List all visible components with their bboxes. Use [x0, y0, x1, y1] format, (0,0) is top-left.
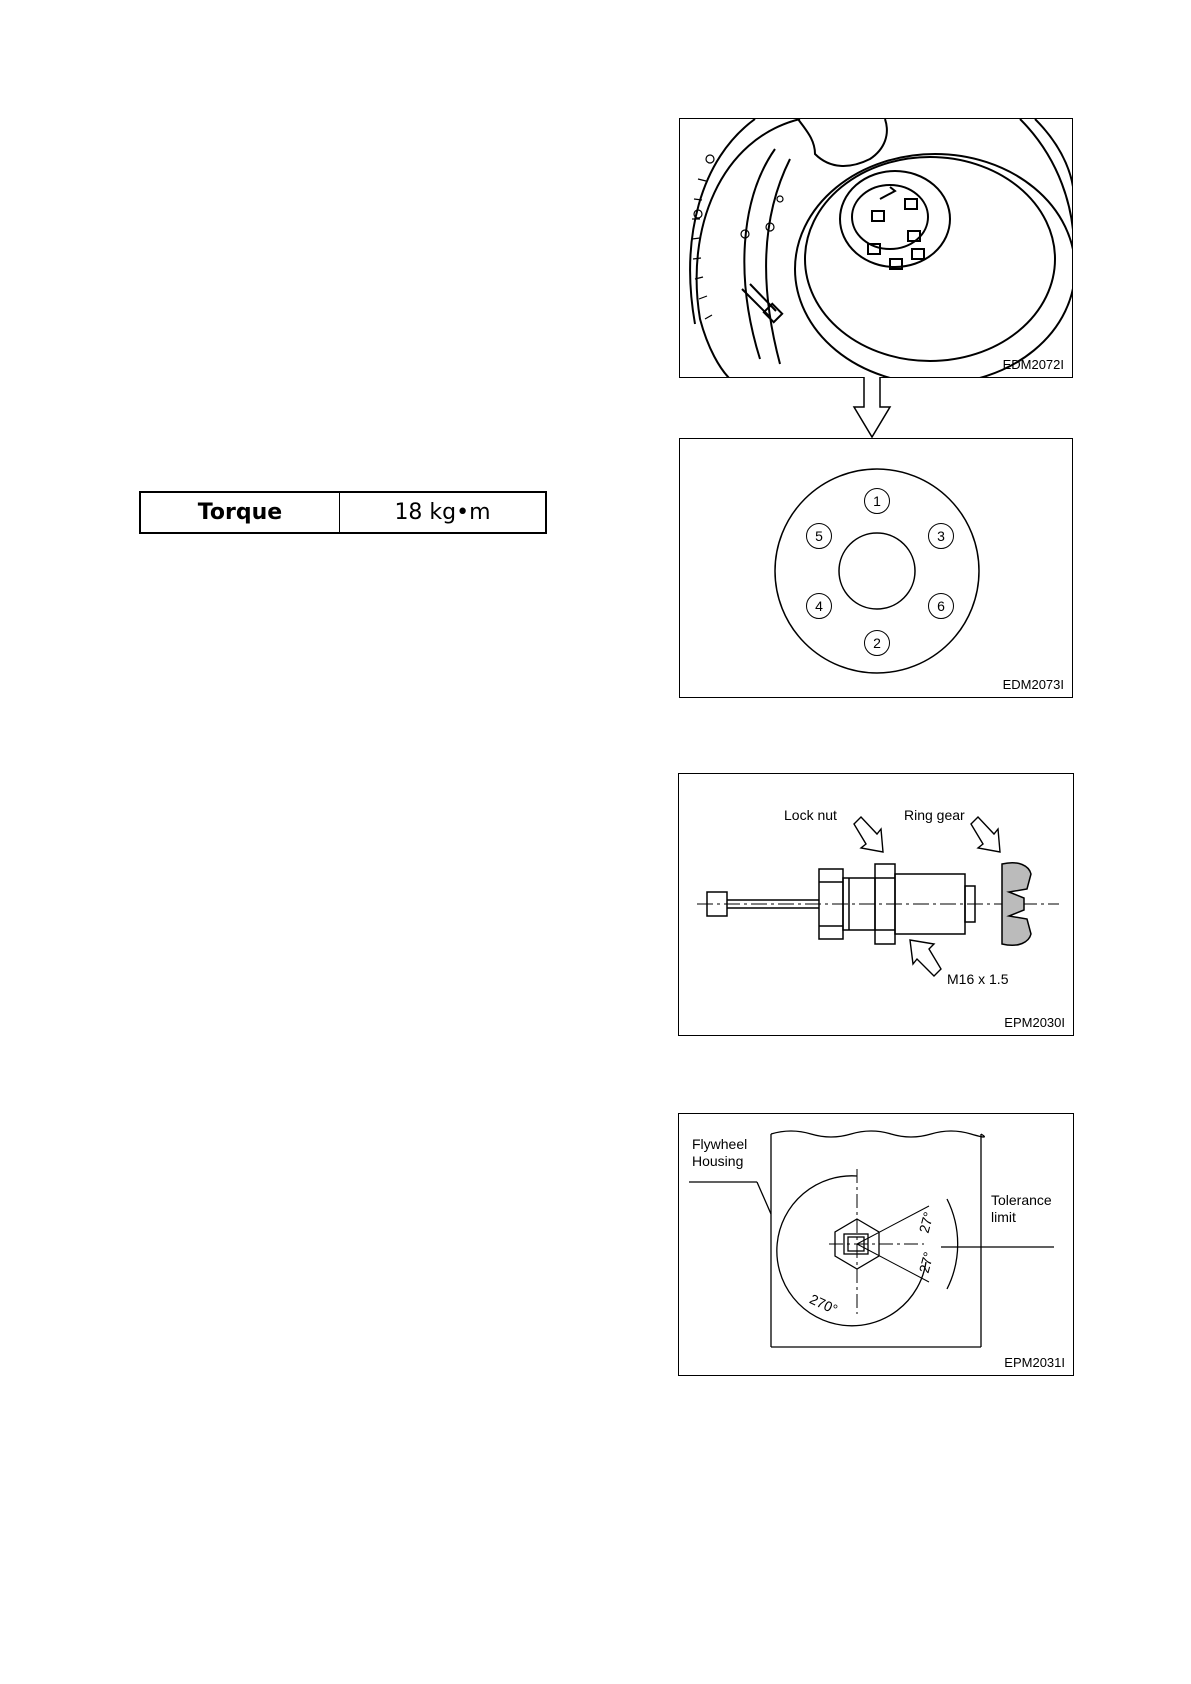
tolerance-limit-label-line2: limit [991, 1209, 1016, 1225]
down-arrow-icon [852, 377, 892, 439]
lock-nut-label: Lock nut [784, 807, 837, 823]
figure-code: EPM2031I [1004, 1355, 1065, 1370]
bolt-number-6: 6 [928, 593, 954, 619]
torque-label: Torque [141, 493, 340, 532]
angle-label-upper: 27° [915, 1210, 937, 1235]
bolt-sequence-diagram [680, 439, 1073, 698]
thread-size-label: M16 x 1.5 [947, 971, 1009, 987]
angle-label-270: 270° [807, 1290, 841, 1318]
ring-gear-label: Ring gear [904, 807, 965, 823]
torque-value: 18 kg•m [394, 500, 491, 525]
bolt-sequence-figure [679, 438, 1073, 698]
tolerance-limit-figure [678, 1113, 1074, 1376]
angle-label-lower: 27° [915, 1250, 937, 1275]
flywheel-housing-label-line1: Flywheel [692, 1136, 748, 1152]
bolt-number-2: 2 [864, 630, 890, 656]
tolerance-limit-label-line1: Tolerance [991, 1192, 1052, 1208]
speed-sensor-diagram [679, 774, 1074, 1036]
flywheel-bolts-figure [679, 118, 1073, 378]
figure-code: EDM2072I [1002, 357, 1064, 372]
bolt-number-3: 3 [928, 523, 954, 549]
figure-code: EPM2030I [1004, 1015, 1065, 1030]
figure-code: EDM2073I [1002, 677, 1064, 692]
speed-sensor-figure [678, 773, 1074, 1036]
bolt-number-5: 5 [806, 523, 832, 549]
flywheel-housing-label-line2: Housing [692, 1153, 744, 1169]
bolt-number-1: 1 [864, 488, 890, 514]
flywheel-illustration [680, 119, 1073, 378]
torque-spec-table [139, 491, 547, 534]
bolt-number-4: 4 [806, 593, 832, 619]
